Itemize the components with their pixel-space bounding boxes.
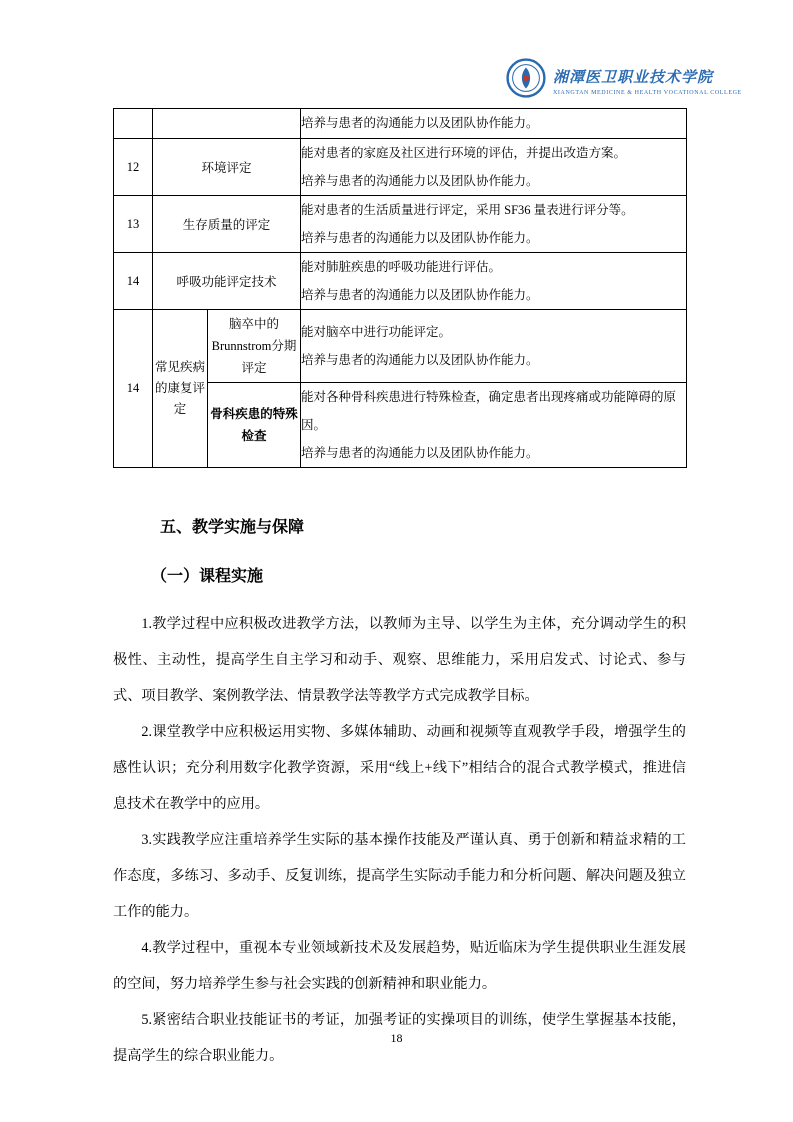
cell-number: 14	[114, 253, 153, 310]
table-row-12	[114, 139, 687, 196]
cell-topic: 生存质量的评定	[153, 196, 301, 253]
subsection-heading: （一）课程实施	[151, 568, 264, 585]
table-row-carryover	[114, 109, 687, 139]
table-row-14-sub1	[114, 310, 687, 383]
description-line: 能对患者的家庭及社区进行环境的评估，并提出改造方案。	[301, 146, 627, 160]
cell-number: 14	[114, 310, 153, 468]
college-emblem-icon	[506, 58, 546, 103]
cell-topic: 环境评定	[153, 139, 301, 196]
table-row-14	[114, 253, 687, 310]
cell-number: 13	[114, 196, 153, 253]
cell-topic: 呼吸功能评定技术	[153, 253, 301, 310]
cell-description	[301, 139, 687, 196]
cell-number	[114, 109, 153, 139]
college-logo-text	[553, 66, 742, 96]
college-name: 湘潭医卫职业技术学院	[553, 69, 714, 86]
paragraph-1: 1.教学过程中应积极改进教学方法，以教师为主导、以学生为主体，充分调动学生的积极性、主动性，提高学生自主学习和动手、观察、思维能力，采用启发式、讨论式、参与式、项目教学、案例教学法、情景教学法等教学方式完成教学目标。	[113, 616, 686, 704]
page-number: 18	[390, 1031, 403, 1045]
description-line: 能对患者的生活质量进行评定，采用 SF36 量表进行评分等。	[301, 203, 634, 217]
cell-description	[301, 196, 687, 253]
cell-description	[301, 253, 687, 310]
description-line: 能对肺脏疾患的呼吸功能进行评估。	[301, 260, 502, 274]
section-heading: 五、教学实施与保障	[160, 519, 305, 536]
description-line: 培养与患者的沟通能力以及团队协作能力。	[301, 116, 539, 130]
paragraph-4: 4.教学过程中，重视本专业领域新技术及发展趋势，贴近临床为学生提供职业生涯发展的空间，努力培养学生参与社会实践的创新精神和职业能力。	[113, 940, 686, 992]
description-line: 能对脑卒中进行功能评定。	[301, 325, 452, 339]
cell-subtopic: 骨科疾患的特殊检查	[208, 383, 301, 468]
course-implementation-section	[113, 606, 686, 1074]
description-line: 培养与患者的沟通能力以及团队协作能力。	[301, 231, 539, 245]
description-line: 培养与患者的沟通能力以及团队协作能力。	[301, 288, 539, 302]
cell-description	[301, 383, 687, 468]
cell-description	[301, 310, 687, 383]
description-line: 培养与患者的沟通能力以及团队协作能力。	[301, 353, 539, 367]
cell-topic	[153, 109, 301, 139]
description-line: 培养与患者的沟通能力以及团队协作能力。	[301, 174, 539, 188]
paragraph-3: 3.实践教学应注重培养学生实际的基本操作技能及严谨认真、勇于创新和精益求精的工作态度，多练习、多动手、反复训练，提高学生实际动手能力和分析问题、解决问题及独立工作的能力。	[113, 832, 686, 920]
evaluation-table	[113, 108, 687, 468]
cell-description	[301, 109, 687, 139]
cell-subtopic: 脑卒中的Brunnstrom分期评定	[208, 310, 301, 383]
paragraph-5: 5.紧密结合职业技能证书的考证，加强考证的实操项目的训练，使学生掌握基本技能，提高学生的综合职业能力。	[113, 1012, 686, 1064]
college-logo	[506, 58, 742, 103]
college-name-english: XIANGTAN MEDICINE & HEALTH VOCATIONAL COLLEGE	[553, 89, 742, 96]
description-line: 培养与患者的沟通能力以及团队协作能力。	[301, 446, 539, 460]
table-row-13	[114, 196, 687, 253]
paragraph-2: 2.课堂教学中应积极运用实物、多媒体辅助、动画和视频等直观教学手段，增强学生的感性认识；充分利用数字化教学资源，采用“线上+线下”相结合的混合式教学模式，推进信息技术在教学中的应用。	[113, 724, 686, 812]
description-line: 能对各种骨科疾患进行特殊检查，确定患者出现疼痛或功能障碍的原因。	[301, 390, 677, 432]
cell-number: 12	[114, 139, 153, 196]
cell-topic-group: 常见疾病的康复评定	[153, 310, 208, 468]
